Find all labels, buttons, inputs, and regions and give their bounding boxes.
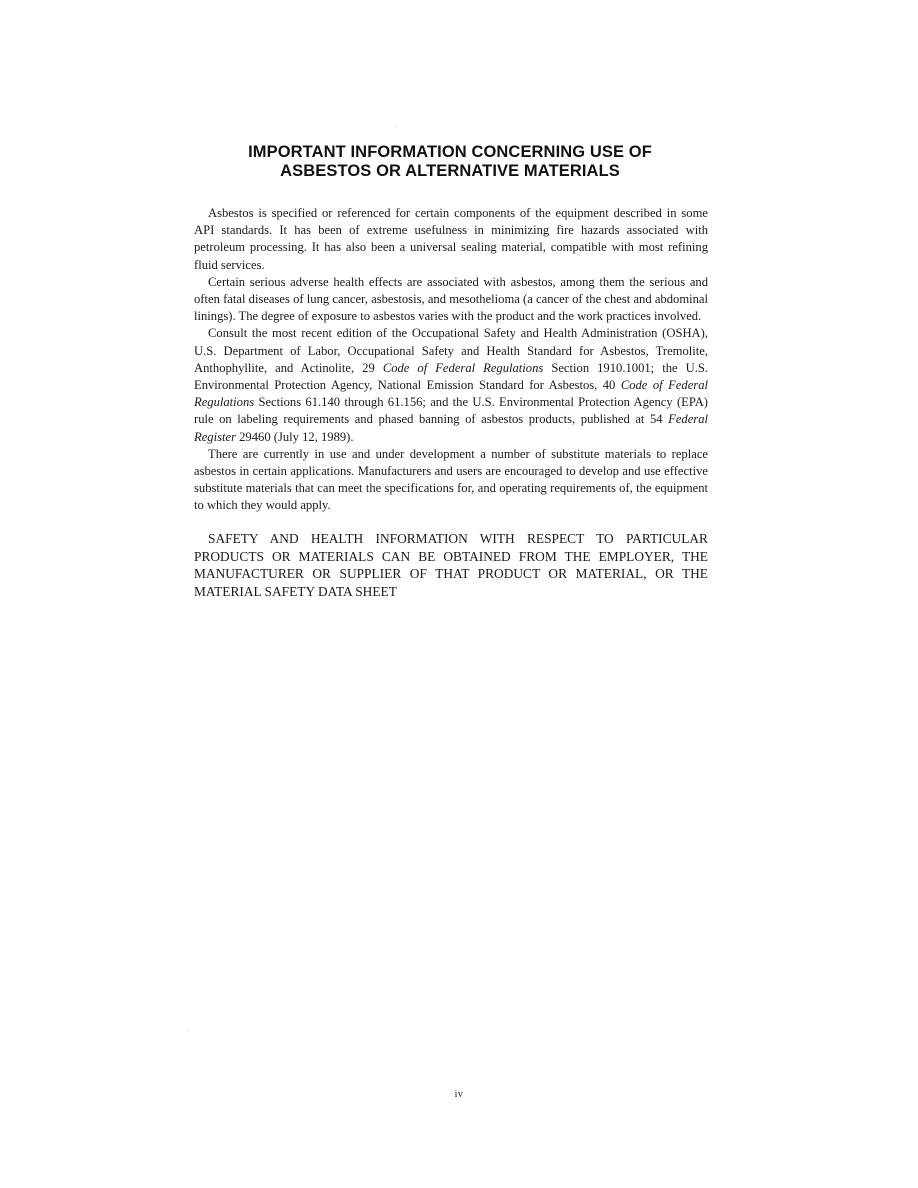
regulations-text-1: Consult the most recent edition of the Occupational Safety and Health Administration (OSHA), U.S. Department of Labor, Occupational Safety and Health Standard for Asbestos, Tremolite, Anthophyllite, and Actinolite, 29 (194, 326, 708, 375)
scan-speck (395, 126, 396, 127)
citation-federal-register: Federal Register (194, 412, 708, 444)
regulations-text-2: Section 1910.1001; the U.S. Environmental Protection Agency, National Emission Standard for Asbestos, 40 (194, 360, 708, 393)
citation-cfr-29: Code of Federal Regulations (382, 360, 544, 375)
scan-speck (188, 1030, 189, 1031)
body-text (194, 205, 708, 515)
document-title (194, 143, 706, 181)
title-line-1: IMPORTANT INFORMATION CONCERNING USE OF (248, 143, 652, 161)
title-line-2: ASBESTOS OR ALTERNATIVE MATERIALS (280, 162, 620, 180)
paragraph-regulations (194, 325, 708, 445)
paragraph-health-effects: Certain serious adverse health effects are associated with asbestos, among them the serious and often fatal diseases of lung cancer, asbestosis, and mesothelioma (a cancer of the chest and abdominal linings). The degree of exposure to asbestos varies with the product and the work practices involved. (194, 274, 708, 324)
citation-cfr-40: Code of Federal Regulations (194, 378, 708, 410)
regulations-text-3: Sections 61.140 through 61.156; and the U.S. Environmental Protection Agency (EPA) rule on labeling requirements and phased banning of asbestos products, published at 54 (194, 395, 708, 427)
paragraph-substitutes: There are currently in use and under development a number of substitute materials to replace asbestos in certain applications. Manufacturers and users are encouraged to develop and use effective substitute materials that can meet the specifications for, and operating requirements of, the equipment to which they would apply. (194, 446, 708, 513)
regulations-text-4: 29460 (July 12, 1989). (235, 429, 354, 444)
paragraph-safety-notice: SAFETY AND HEALTH INFORMATION WITH RESPECT TO PARTICULAR PRODUCTS OR MATERIALS CAN BE OBTAINED FROM THE EMPLOYER, THE MANUFACTURER OR SUPPLIER OF THAT PRODUCT OR MATERIAL, OR THE MATERIAL SAFETY DATA SHEET (194, 531, 708, 599)
page-number: iv (454, 1089, 464, 1100)
paragraph-asbestos-usage: Asbestos is specified or referenced for certain components of the equipment described in some API standards. It has been of extreme usefulness in minimizing fire hazards associated with petroleum processing. It has also been a universal sealing material, compatible with most refining fluid services. (194, 206, 708, 272)
